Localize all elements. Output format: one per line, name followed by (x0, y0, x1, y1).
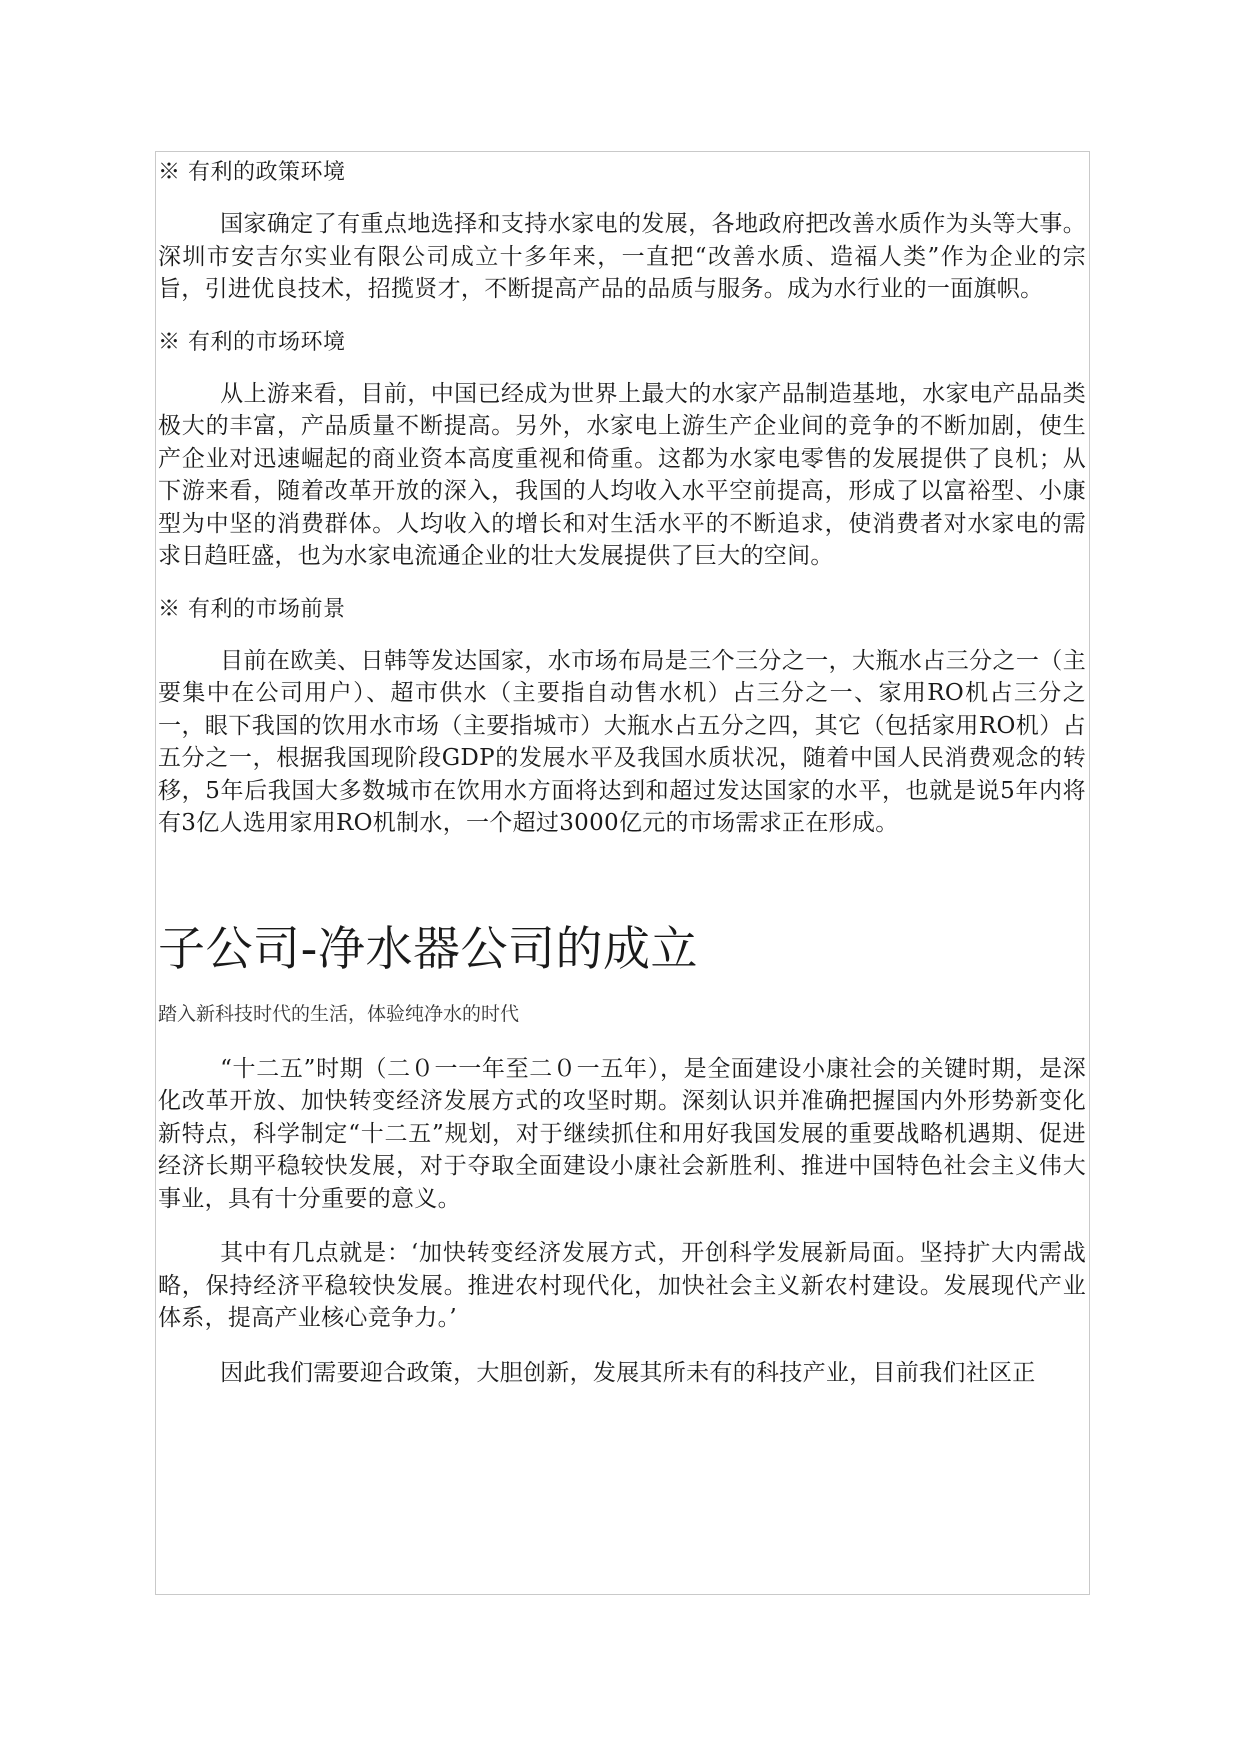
section-paragraph-market-outlook: 目前在欧美、日韩等发达国家，水市场布局是三个三分之一，大瓶水占三分之一（主要集中在公司用户）、超市供水（主要指自动售水机）占三分之一、家用RO机占三分之一，眼下我国的饮用水市场（主要指城市）大瓶水占五分之四，其它（包括家用RO机）占五分之一，根据我国现阶段GDP的发展水平及我国水质状况，随着中国人民消费观念的转移，5年后我国大多数城市在饮用水方面将达到和超过发达国家的水平，也就是说5年内将有3亿人选用家用RO机制水，一个超过3000亿元的市场需求正在形成。 (158, 647, 1086, 836)
chapter-paragraph-key-points: 其中有几点就是：‘加快转变经济发展方式，开创科学发展新局面。坚持扩大内需战略，保持经济平稳较快发展。推进农村现代化，加快社会主义新农村建设。发展现代产业体系，提高产业核心竞争力。’ (158, 1240, 1086, 1331)
section-heading-market-outlook: ※ 有利的市场前景 (158, 596, 346, 622)
chapter-paragraph-innovation: 因此我们需要迎合政策，大胆创新，发展其所未有的科技产业，目前我们社区正 (220, 1359, 1036, 1386)
section-heading-market-environment: ※ 有利的市场环境 (158, 329, 346, 355)
document-frame (155, 151, 1090, 1595)
chapter-subtitle: 踏入新科技时代的生活，体验纯净水的时代 (158, 1002, 520, 1025)
section-paragraph-market-environment: 从上游来看，目前，中国已经成为世界上最大的水家产品制造基地，水家电产品品类极大的丰富，产品质量不断提高。另外，水家电上游生产企业间的竞争的不断加剧，使生产企业对迅速崛起的商业资本高度重视和倚重。这都为水家电零售的发展提供了良机；从下游来看，随着改革开放的深入，我国的人均收入水平空前提高，形成了以富裕型、小康型为中坚的消费群体。人均收入的增长和对生活水平的不断追求，使消费者对水家电的需求日趋旺盛，也为水家电流通企业的壮大发展提供了巨大的空间。 (158, 380, 1086, 569)
chapter-title: 子公司-净水器公司的成立 (158, 921, 698, 977)
section-heading-policy: ※ 有利的政策环境 (158, 160, 346, 185)
chapter-paragraph-five-year-plan: “十二五”时期（二０一一年至二０一五年），是全面建设小康社会的关键时期，是深化改革开放、加快转变经济发展方式的攻坚时期。深刻认识并准确把握国内外形势新变化新特点，科学制定“十二五”规划，对于继续抓住和用好我国发展的重要战略机遇期、促进经济长期平稳较快发展，对于夺取全面建设小康社会新胜利、推进中国特色社会主义伟大事业，具有十分重要的意义。 (158, 1055, 1086, 1212)
section-paragraph-policy: 国家确定了有重点地选择和支持水家电的发展，各地政府把改善水质作为头等大事。深圳市安吉尔实业有限公司成立十多年来，一直把“改善水质、造福人类”作为企业的宗旨，引进优良技术，招揽贤才，不断提高产品的品质与服务。成为水行业的一面旗帜。 (158, 211, 1086, 302)
document-content (158, 158, 1086, 1389)
